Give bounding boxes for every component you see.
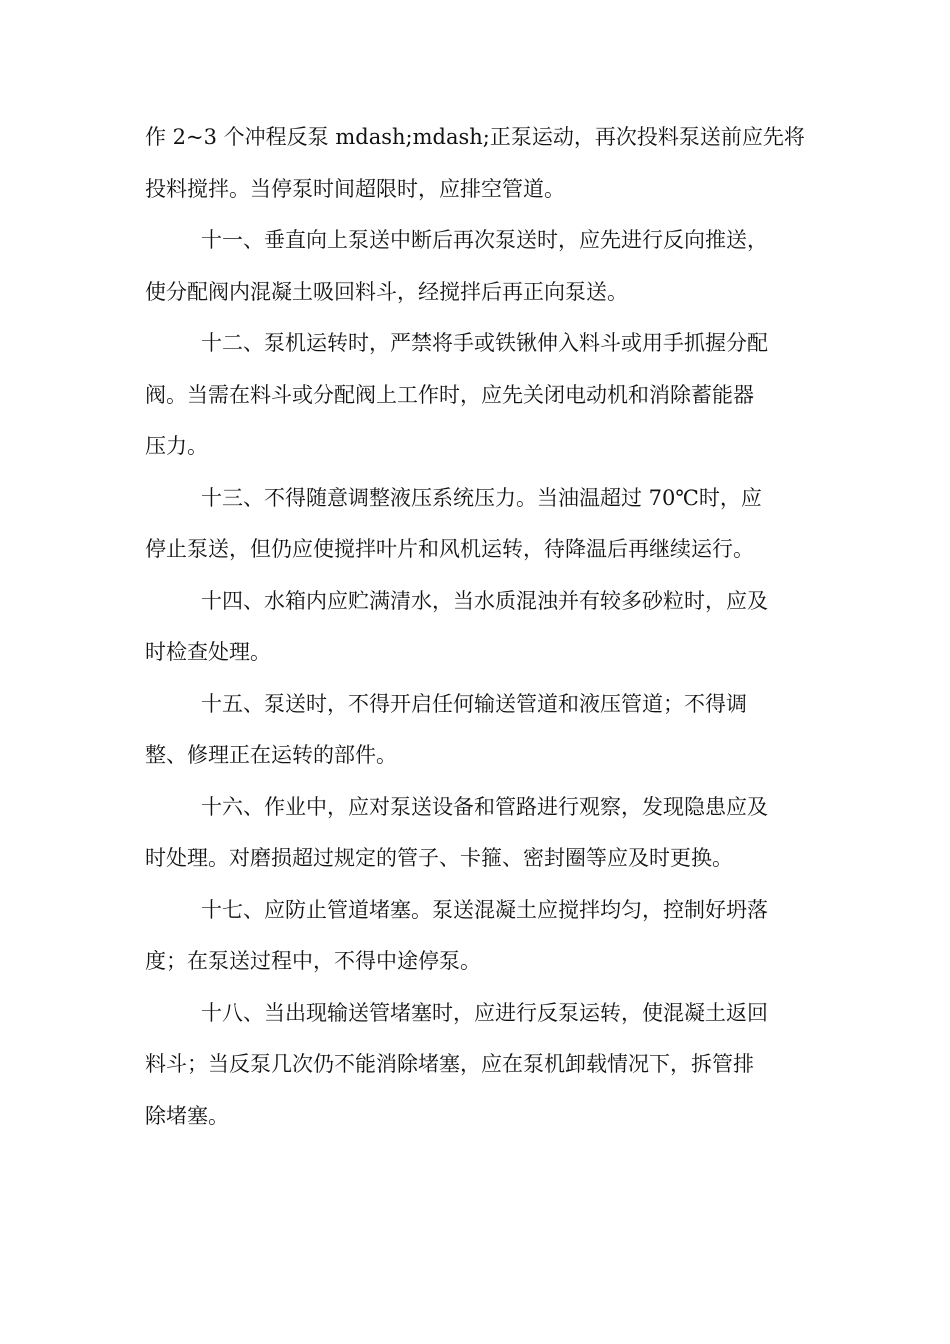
paragraph-item-13 bbox=[145, 473, 810, 576]
text-line: 作 2~3 个冲程反泵 mdash;mdash;正泵运动，再次投料泵送前应先将 bbox=[145, 125, 805, 149]
text-line: 投料搅拌。当停泵时间超限时，应排空管道。 bbox=[145, 176, 565, 201]
text-line: 料斗；当反泵几次仍不能消除堵塞，应在泵机卸载情况下，拆管排 bbox=[145, 1052, 754, 1076]
text-line: 度；在泵送过程中，不得中途停泵。 bbox=[145, 949, 481, 973]
text-line: 压力。 bbox=[145, 434, 208, 458]
text-line: 十二、泵机运转时，严禁将手或铁锹伸入料斗或用手抓握分配 bbox=[201, 331, 768, 355]
paragraph-item-11 bbox=[145, 215, 810, 318]
paragraph-continuation bbox=[145, 112, 810, 215]
paragraph-item-16 bbox=[145, 782, 810, 885]
paragraph-item-18 bbox=[145, 988, 810, 1143]
text-line: 时处理。对磨损超过规定的管子、卡箍、密封圈等应及时更换。 bbox=[145, 846, 733, 870]
text-line: 除堵塞。 bbox=[145, 1103, 229, 1128]
text-line: 十六、作业中，应对泵送设备和管路进行观察，发现隐患应及 bbox=[201, 794, 768, 819]
text-line: 整、修理正在运转的部件。 bbox=[145, 743, 397, 767]
text-line: 十三、不得随意调整液压系统压力。当油温超过 70℃时，应 bbox=[201, 485, 762, 510]
paragraph-item-12 bbox=[145, 318, 810, 473]
text-line: 十四、水箱内应贮满清水，当水质混浊并有较多砂粒时，应及 bbox=[201, 588, 768, 613]
text-line: 十八、当出现输送管堵塞时，应进行反泵运转，使混凝土返回 bbox=[201, 1000, 768, 1025]
paragraph-item-17 bbox=[145, 885, 810, 988]
document-body bbox=[145, 112, 810, 1142]
text-line: 十一、垂直向上泵送中断后再次泵送时，应先进行反向推送， bbox=[201, 228, 768, 252]
text-line: 时检查处理。 bbox=[145, 640, 271, 664]
paragraph-item-14 bbox=[145, 576, 810, 679]
text-line: 使分配阀内混凝土吸回料斗，经搅拌后再正向泵送。 bbox=[145, 279, 628, 304]
text-line: 停止泵送，但仍应使搅拌叶片和风机运转，待降温后再继续运行。 bbox=[145, 537, 754, 561]
paragraph-item-15 bbox=[145, 679, 810, 782]
text-line: 阀。当需在料斗或分配阀上工作时，应先关闭电动机和消除蓄能器 bbox=[145, 382, 754, 407]
text-line: 十七、应防止管道堵塞。泵送混凝土应搅拌均匀，控制好坍落 bbox=[201, 897, 768, 922]
text-line: 十五、泵送时，不得开启任何输送管道和液压管道；不得调 bbox=[201, 691, 747, 716]
